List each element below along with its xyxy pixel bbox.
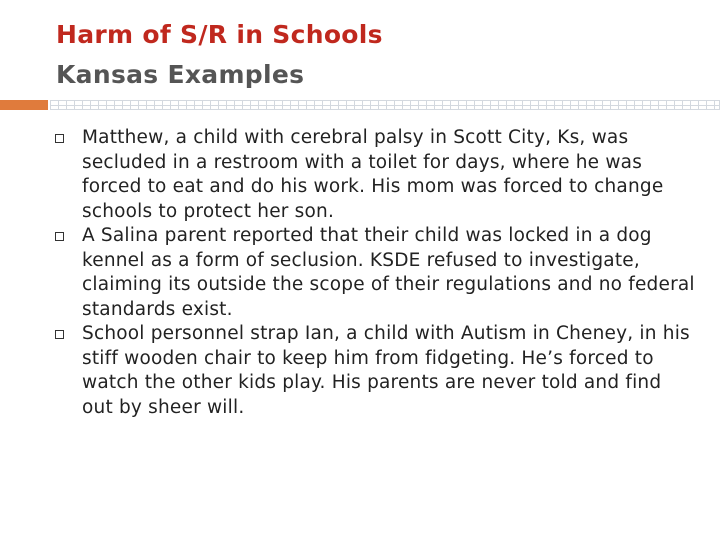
bullet-text: School personnel strap Ian, a child with Autism in Cheney, in his stiff wooden chair to keep him from fidgeting. He’s forced to watch the other kids play. His parents are never told and find out by sheer will. (82, 323, 690, 418)
bullet-item (55, 126, 695, 224)
bullet-list (55, 126, 695, 420)
decorative-grid-strip (50, 100, 720, 110)
hollow-square-bullet-icon (55, 232, 64, 241)
bullet-item (55, 322, 695, 420)
slide-title: Harm of S/R in Schools (56, 20, 383, 49)
bullet-item (55, 224, 695, 322)
hollow-square-bullet-icon (55, 134, 64, 143)
hollow-square-bullet-icon (55, 330, 64, 339)
bullet-text: A Salina parent reported that their child was locked in a dog kennel as a form of seclusion. KSDE refused to investigate, claiming its outside the scope of their regulations and no federal standards exist. (82, 225, 695, 320)
slide-subtitle: Kansas Examples (56, 60, 305, 89)
bullet-text: Matthew, a child with cerebral palsy in Scott City, Ks, was secluded in a restroom with a toilet for days, where he was forced to eat and do his work. His mom was forced to change schools to protect her son. (82, 127, 664, 222)
accent-bar (0, 100, 48, 110)
